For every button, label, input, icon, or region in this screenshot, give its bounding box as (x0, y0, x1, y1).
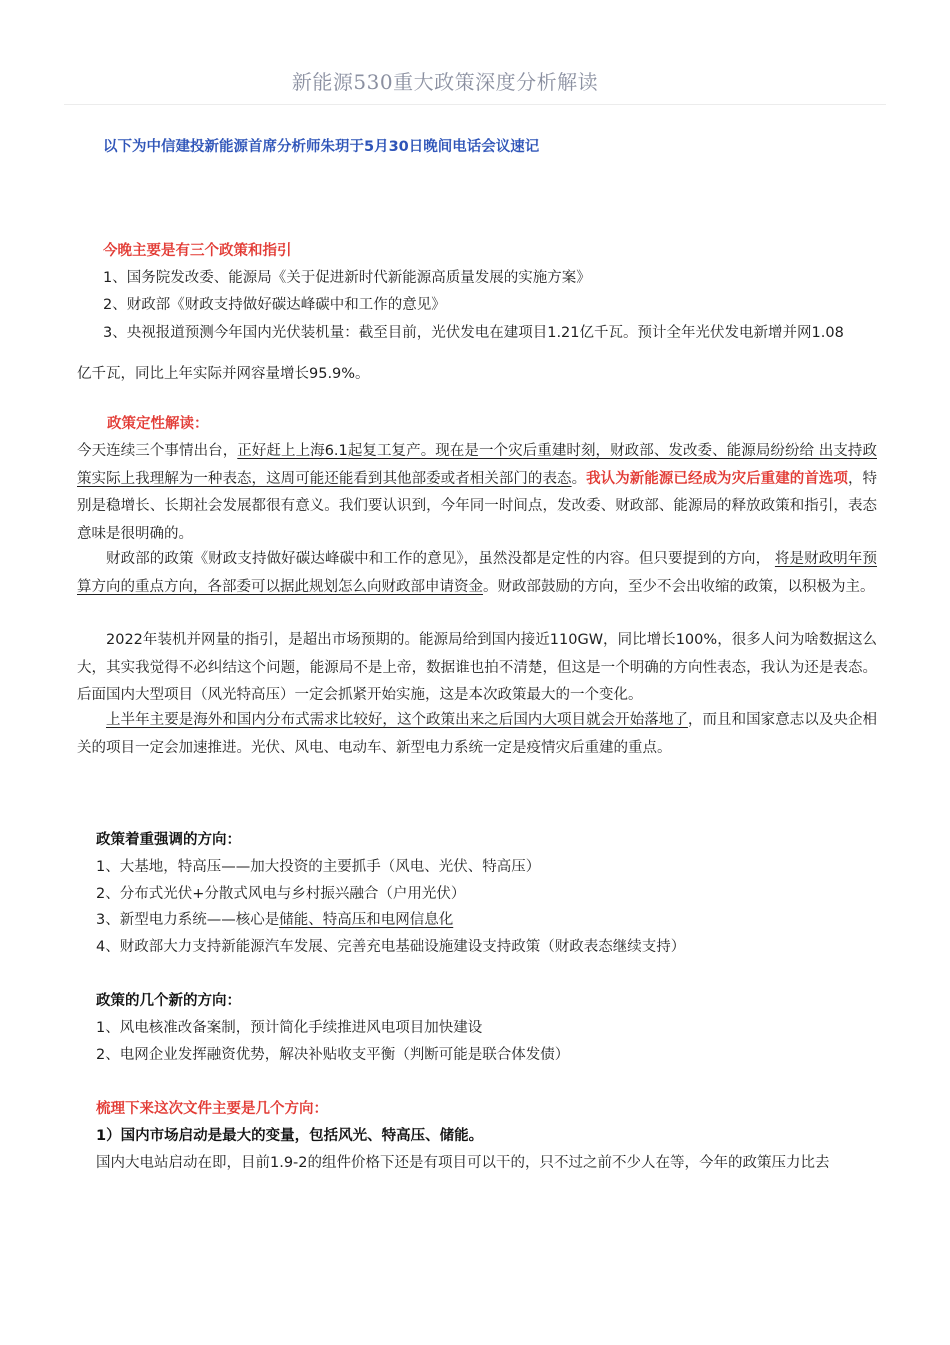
emphasis-item-2: 2、分布式光伏+分散式风电与乡村振兴融合（户用光伏） (96, 886, 466, 902)
new-direction-item-2: 2、电网企业发挥融资优势，解决补贴收支平衡（判断可能是联合体发债） (96, 1047, 570, 1063)
paragraph-1-underlined: 正好赶上上海6.1起复工复产。现在是一个灾后重建时刻，财政部、发改委、能源局纷纷给 出支持政策实际上我理解为一种表态，这周可能还能看到其他部委或者相关部门的表态 (77, 443, 877, 487)
emphasis-item-4: 4、财政部大力支持新能源汽车发展、完善充电基础设施建设支持政策（财政表态继续支持） (96, 939, 686, 955)
paragraph-1-highlight: 我认为新能源已经成为灾后重建的首选项 (586, 470, 848, 487)
policy-item-2: 2、财政部《财政支持做好碳达峰碳中和工作的意见》 (103, 297, 446, 313)
paragraph-4 (77, 707, 877, 762)
section-heading-three-policies: 今晚主要是有三个政策和指引 (103, 243, 292, 259)
summary-subheading-1: 1）国内市场启动是最大的变量，包括风光、特高压、储能。 (96, 1128, 484, 1144)
policy-item-3: 3、央视报道预测今年国内光伏装机量：截至目前，光伏发电在建项目1.21亿千瓦。预计全年光伏发电新增并网1.08 (103, 325, 844, 341)
title-divider (64, 104, 886, 105)
paragraph-2 (77, 546, 877, 601)
paragraph-1 (77, 438, 877, 548)
paragraph-4-text-b: ，而且和国家意志以及央企相关的项目一定会加速推进。光伏、风电、电动车、新型电力系统一定是疫情灾后重建的重点。 (77, 712, 877, 756)
section-heading-summary: 梳理下来这次文件主要是几个方向： (96, 1101, 328, 1117)
paragraph-1-text-a: 今天连续三个事情出台， (77, 443, 238, 459)
summary-text: 国内大电站启动在即，目前1.9-2的组件价格下还是有项目可以干的，只不过之前不少人在等，今年的政策压力比去 (96, 1155, 830, 1171)
paragraph-2-underlined: 将是财政明年预算方向的重点方向，各部委可以据此规划怎么向财政部申请资金 (77, 551, 878, 595)
emphasis-item-3-text: 3、新型电力系统——核心是 (96, 912, 280, 928)
section-heading-qualitative: 政策定性解读： (107, 416, 209, 432)
paragraph-3: 2022年装机并网量的指引，是超出市场预期的。能源局给到国内接近110GW，同比增长100%，很多人问为啥数据这么大，其实我觉得不必纠结这个问题，能源局不是上帝，数据谁也拍不清楚，但这是一个明确的方向性表态，我认为还是表态。后面国内大型项目（风光特高压）一定会抓紧开始实施，这是本次政策最大的一个变化。 (77, 632, 877, 703)
paragraph-2-text-a: 财政部的政策《财政支持做好碳达峰碳中和工作的意见》，虽然没都是定性的内容。但只要提到的方向， (106, 551, 775, 567)
page-title: 新能源530重大政策深度分析解读 (291, 70, 599, 94)
emphasis-item-1: 1、大基地，特高压——加大投资的主要抓手（风电、光伏、特高压） (96, 859, 541, 875)
paragraph-2-text-b: 。财政部鼓励的方向，至少不会出收缩的政策，以积极为主。 (483, 578, 875, 595)
paragraph-4-underlined: 上半年主要是海外和国内分布式需求比较好，这个政策出来之后国内大项目就会开始落地了 (106, 712, 688, 728)
policy-item-1: 1、国务院发改委、能源局《关于促进新时代新能源高质量发展的实施方案》 (103, 270, 591, 286)
section-heading-new-directions: 政策的几个新的方向： (96, 993, 241, 1009)
paragraph-1-text-c: ，特别是稳增长、长期社会发展都很有意义。我们要认识到，今年同一时间点，发改委、财政部、能源局的释放政策和指引，表态意味是很明确的。 (77, 470, 878, 542)
paragraph-1-text-b: 。 (571, 470, 587, 487)
section-heading-emphasis: 政策着重强调的方向： (96, 832, 241, 848)
emphasis-item-3-underlined: 储能、特高压和电网信息化 (279, 912, 454, 928)
intro-line: 以下为中信建投新能源首席分析师朱玥于5月30日晚间电话会议速记 (103, 139, 540, 155)
new-direction-item-1: 1、风电核准改备案制，预计简化手续推进风电项目加快建设 (96, 1020, 483, 1036)
emphasis-item-3 (96, 910, 453, 930)
policy-item-3-continued: 亿千瓦，同比上年实际并网容量增长95.9%。 (77, 366, 370, 382)
